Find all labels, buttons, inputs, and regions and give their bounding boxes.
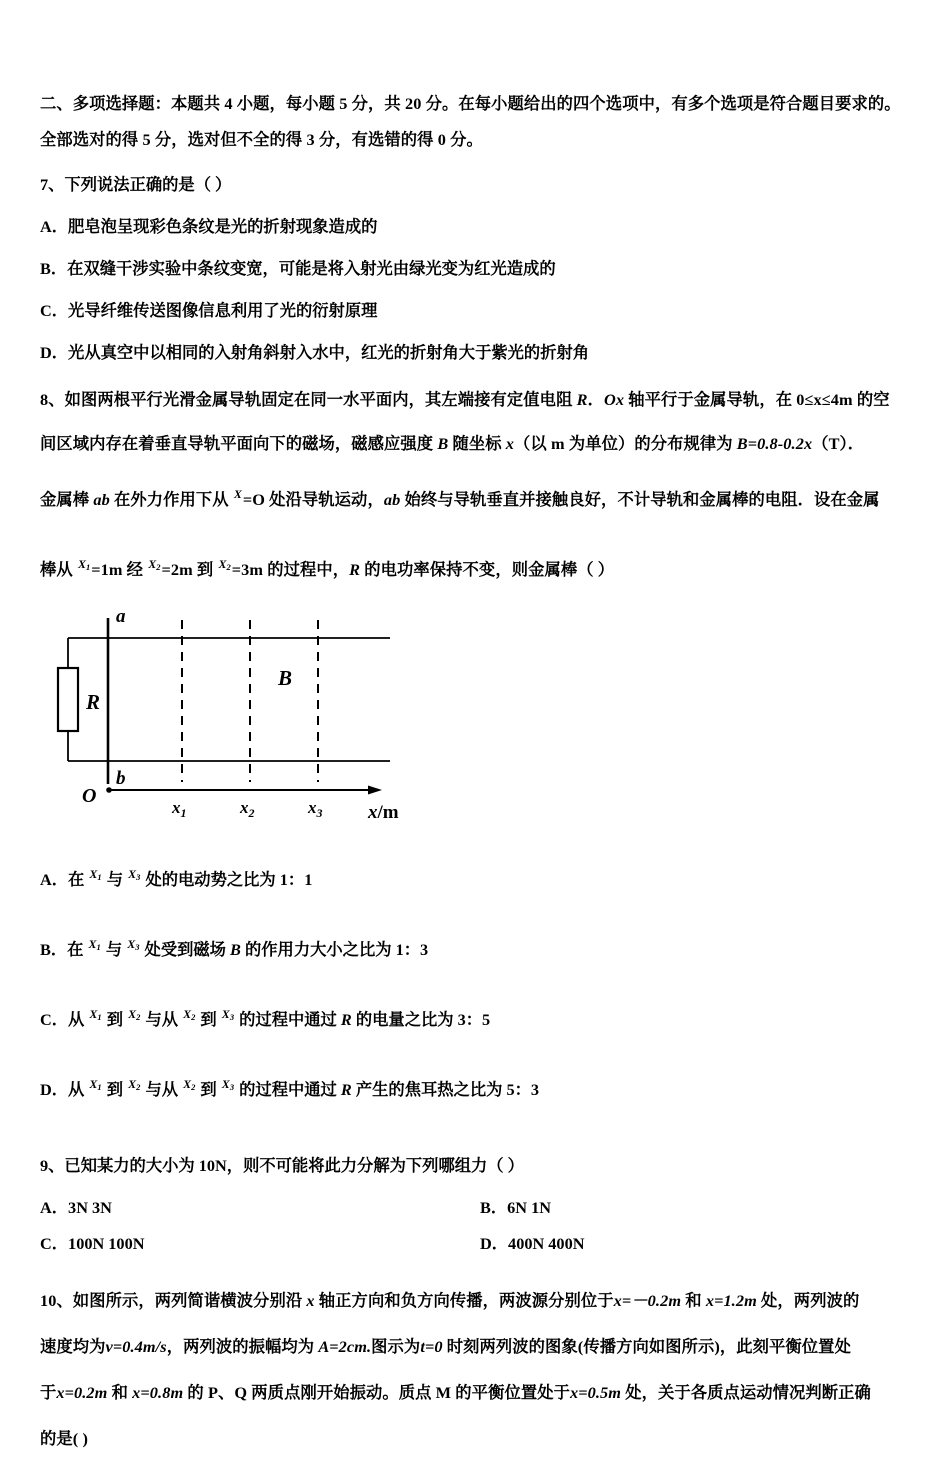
question-8-line-2 [40, 426, 920, 462]
question-9-stem: 9、已知某力的大小为 10N，则不可能将此力分解为下列哪组力（ ） [40, 1156, 524, 1175]
question-8 [40, 382, 920, 1107]
figure-tick-x3: $x_3$ [308, 798, 323, 820]
q8-l3-rod-symbol-2: ab [383, 490, 401, 509]
q10-l1-eq-1: x=－0.2m [613, 1291, 682, 1310]
figure-label-O: O [82, 785, 97, 807]
q8-l1-axis-symbol: Ox [603, 390, 625, 409]
figure-tick-x2: $x_2$ [240, 798, 255, 820]
q8-l4-part-a: 棒从 [40, 560, 77, 579]
q8-l2-coord-symbol: x [505, 434, 515, 453]
q9-option-b-label: B． [480, 1198, 508, 1217]
q8-option-a-label: A． [40, 870, 69, 889]
q10-l1-part-d: 处，两列波的 [756, 1291, 860, 1310]
question-10-line-4: 的是( ) [40, 1429, 88, 1448]
figure-label-R: R [86, 690, 101, 714]
q10-l1-part-a: 10、如图所示，两列简谐横波分别沿 [40, 1291, 307, 1310]
q8-option-a-p2: 与 [102, 870, 128, 889]
q10-l1-part-c: 和 [681, 1291, 706, 1310]
q8-l1-part-c: 轴平行于金属导轨，在 0≤x≤4m 的空 [624, 390, 890, 409]
q8-option-c-p4: 到 [196, 1010, 221, 1029]
q8-option-b-label: B． [40, 940, 68, 959]
figure-tick-x1: $x_1$ [172, 798, 187, 820]
q8-option-c-v3: X2 [183, 1007, 196, 1022]
q10-l3-eq-3: x=0.5m [569, 1383, 622, 1402]
question-8-line-1 [40, 382, 920, 418]
q8-option-b-p1: 在 [67, 940, 88, 959]
q8-l1-part-b: ． [587, 390, 604, 409]
q10-l3-part-a: 于 [40, 1383, 57, 1402]
q10-l2-part-c: 图示为 [371, 1337, 421, 1356]
q10-l3-part-d: 处，关于各质点运动情况判断正确 [621, 1383, 871, 1402]
question-9-option-a[interactable] [40, 1191, 112, 1225]
q8-option-d-resistor-symbol: R [340, 1080, 352, 1099]
q10-l3-part-c: 的 P、Q 两质点刚开始振动。质点 M 的平衡位置处于 [183, 1383, 570, 1402]
q8-l4-x1: X1 [77, 557, 91, 572]
question-7-option-c[interactable] [40, 294, 920, 328]
q9-option-d-text: 400N 400N [508, 1234, 585, 1253]
q8-l2-part-a: 间区域内存在着垂直导轨平面向下的磁场，磁感应强度 [40, 434, 438, 453]
q8-l3-part-b: 在外力作用下从 [109, 490, 233, 509]
question-10-line-3 [40, 1375, 920, 1411]
q8-option-b-p4: 的作用力大小之比为 1：3 [240, 940, 429, 959]
question-10-line-2 [40, 1329, 920, 1365]
question-7-stem-text: 下列说法正确的是（ ） [64, 175, 232, 194]
q9-option-b-text: 6N 1N [507, 1198, 552, 1217]
q9-option-c-label: C． [40, 1234, 69, 1253]
q8-l4-part-e: 的电功率保持不变，则金属棒（ ） [360, 560, 615, 579]
option-d-label: D． [40, 343, 69, 362]
q10-l3-eq-1: x=0.2m [56, 1383, 108, 1402]
q10-l3-eq-2: x=0.8m [132, 1383, 184, 1402]
q8-l3-part-a: 金属棒 [40, 490, 94, 509]
q8-l2-field-formula: B=0.8-0.2x [736, 434, 813, 453]
q8-option-c-label: C． [40, 1010, 69, 1029]
q9-option-c-text: 100N 100N [68, 1234, 145, 1253]
q8-l3-x-symbol: X [233, 487, 242, 501]
q8-option-d-v4: X3 [221, 1077, 235, 1092]
x-axis-arrowhead [368, 786, 382, 795]
question-8-line-4 [40, 546, 920, 588]
question-7 [40, 168, 920, 370]
q8-option-c-resistor-symbol: R [340, 1010, 352, 1029]
q10-l2-part-a: 速度均为 [40, 1337, 106, 1356]
q10-l3-part-b: 和 [107, 1383, 133, 1402]
q9-option-d-label: D． [480, 1234, 509, 1253]
q8-option-d-v1: X1 [89, 1077, 102, 1092]
q8-option-c-p1: 从 [68, 1010, 89, 1029]
q10-l1-eq-2: x=1.2m [705, 1291, 757, 1310]
figure-label-B: B [278, 666, 293, 690]
question-8-option-b[interactable] [40, 927, 920, 967]
q10-l2-eq-3: t=0 [420, 1337, 443, 1356]
q8-l4-x2: X2 [148, 557, 161, 572]
question-8-option-a[interactable] [40, 857, 920, 897]
q8-option-b-v1: X1 [88, 937, 101, 952]
resistor-box [58, 668, 78, 731]
q8-option-b-p3: 处受到磁场 [140, 940, 231, 959]
q10-l1-part-b: 轴正方向和负方向传播，两波源分别位于 [314, 1291, 614, 1310]
q8-option-d-p5: 的过程中通过 [235, 1080, 341, 1099]
option-d-text: 光从真空中以相同的入射角斜射入水中，红光的折射角大于紫光的折射角 [68, 343, 590, 362]
q8-option-d-p2: 到 [102, 1080, 128, 1099]
q8-l4-x3: X2 [218, 557, 231, 572]
q8-option-d-p6: 产生的焦耳热之比为 5：3 [351, 1080, 540, 1099]
q10-l1-axis-symbol: x [306, 1291, 315, 1310]
question-8-figure [50, 606, 450, 821]
question-9-option-d[interactable] [480, 1227, 584, 1261]
option-a-text: 肥皂泡呈现彩色条纹是光的折射现象造成的 [68, 217, 378, 236]
q8-l1-part-a: 8、如图两根平行光滑金属导轨固定在同一水平面内，其左端接有定值电阻 [40, 390, 577, 409]
q8-option-d-v2: X2 [128, 1077, 141, 1092]
q8-l3-part-c: =O 处沿导轨运动， [242, 490, 384, 509]
q9-option-a-label: A． [40, 1198, 69, 1217]
option-c-label: C． [40, 301, 69, 320]
question-8-line-3 [40, 476, 920, 518]
question-9-option-c[interactable] [40, 1227, 144, 1261]
q8-option-a-v1: X1 [89, 867, 102, 882]
q8-l2-part-b: 随坐标 [448, 434, 506, 453]
question-8-option-c[interactable] [40, 997, 920, 1037]
question-9-row-2 [40, 1227, 920, 1261]
q10-l2-eq-1: v=0.4m/s [105, 1337, 167, 1356]
question-7-option-d[interactable] [40, 336, 920, 370]
q8-l2-part-c: （以 m 为单位）的分布规律为 [514, 434, 737, 453]
q8-option-d-p4: 到 [196, 1080, 221, 1099]
option-a-label: A． [40, 217, 69, 236]
question-9-option-b[interactable] [480, 1191, 551, 1225]
q8-l3-rod-symbol: ab [93, 490, 110, 509]
q8-l1-resistor-symbol: R [576, 390, 588, 409]
section-heading-line-1: 二、多项选择题：本题共 4 小题，每小题 5 分，共 20 分。在每小题给出的四个选项中，有多个选项是符合题目要求的。 [40, 94, 901, 113]
q10-l2-eq-2: A=2cm. [318, 1337, 372, 1356]
q8-l4-part-d: =3m 的过程中， [231, 560, 350, 579]
q8-option-a-v2: X3 [128, 867, 141, 882]
q8-option-a-p1: 在 [68, 870, 89, 889]
question-9-row-1 [40, 1191, 920, 1225]
q8-l2-part-d: （T）． [812, 434, 865, 453]
q8-option-c-p5: 的过程中通过 [235, 1010, 341, 1029]
q8-option-d-p1: 从 [68, 1080, 89, 1099]
q8-option-c-v2: X2 [128, 1007, 141, 1022]
q8-l3-part-d: 始终与导轨垂直并接触良好，不计导轨和金属棒的电阻．设在金属 [400, 490, 880, 509]
question-7-option-b[interactable] [40, 252, 920, 286]
question-10-line-1 [40, 1283, 920, 1319]
q8-option-b-p2: 与 [101, 940, 127, 959]
option-c-text: 光导纤维传送图像信息利用了光的衍射原理 [68, 301, 378, 320]
question-7-stem [40, 168, 920, 202]
q8-option-c-v4: X3 [221, 1007, 235, 1022]
q8-option-d-label: D． [40, 1080, 69, 1099]
q8-l4-part-b: =1m 经 [91, 560, 148, 579]
q8-option-c-p3: 与从 [141, 1010, 183, 1029]
question-7-option-a[interactable] [40, 210, 920, 244]
section-heading-line-2: 全部选对的得 5 分，选对但不全的得 3 分，有选错的得 0 分。 [40, 130, 483, 149]
q10-l2-part-d: 时刻两列波的图象(传播方向如图所示)，此刻平衡位置处 [442, 1337, 851, 1356]
q8-option-d-v3: X2 [183, 1077, 196, 1092]
option-b-label: B． [40, 259, 68, 278]
question-9 [40, 1149, 920, 1261]
q10-l2-part-b: ，两列波的振幅均为 [166, 1337, 319, 1356]
q8-l4-part-c: =2m 到 [161, 560, 218, 579]
q8-option-c-v1: X1 [89, 1007, 102, 1022]
origin-dot [106, 787, 112, 793]
question-8-option-d[interactable] [40, 1067, 920, 1107]
q8-option-b-v2: X3 [127, 937, 140, 952]
q8-option-b-field-symbol: B [230, 940, 241, 959]
q8-option-c-p6: 的电量之比为 3：5 [351, 1010, 491, 1029]
q8-option-d-p3: 与从 [141, 1080, 183, 1099]
figure-label-b: b [116, 768, 126, 789]
option-b-text: 在双缝干涉实验中条纹变宽，可能是将入射光由绿光变为红光造成的 [67, 259, 556, 278]
q8-option-a-p3: 处的电动势之比为 1：1 [141, 870, 313, 889]
figure-label-a: a [116, 606, 126, 627]
page-content [40, 86, 920, 1457]
q9-option-a-text: 3N 3N [68, 1198, 112, 1217]
section-heading [40, 86, 920, 158]
q8-option-c-p2: 到 [102, 1010, 128, 1029]
figure-axis-label: x/m [368, 802, 399, 821]
q8-l4-resistor-symbol: R [349, 560, 361, 579]
question-10 [40, 1283, 920, 1457]
q8-l2-field-symbol: B [437, 434, 449, 453]
rail-circuit-diagram [50, 606, 450, 821]
question-7-number: 7、 [40, 175, 65, 194]
